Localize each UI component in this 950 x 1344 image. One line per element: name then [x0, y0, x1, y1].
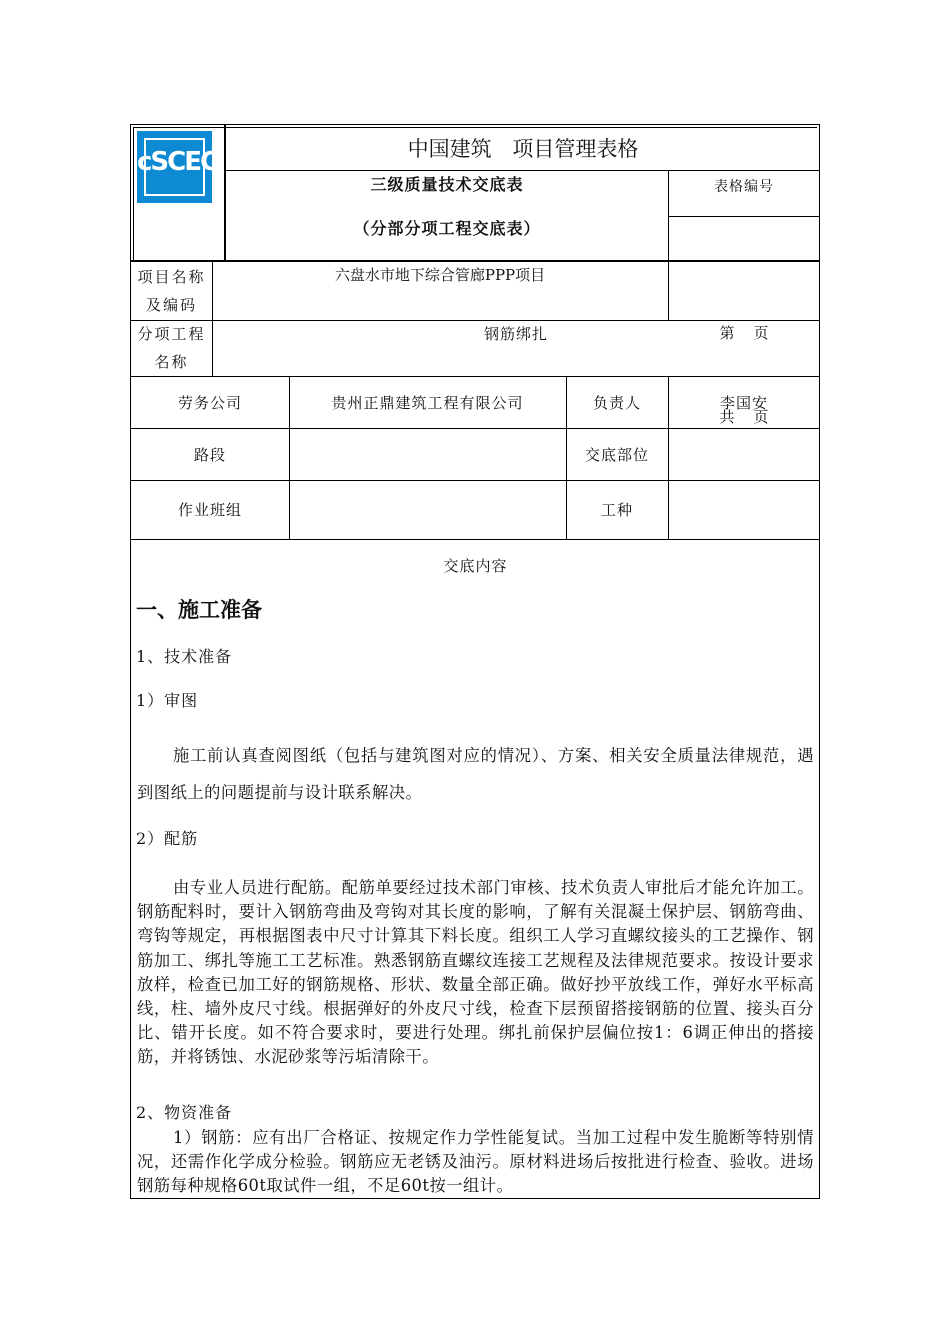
- subitem-label-line-2: 名称: [154, 353, 189, 371]
- section-heading-1: 一、施工准备: [136, 598, 262, 622]
- project-label-line-2: 及编码: [145, 296, 197, 314]
- project-row-bottom: [131, 320, 820, 321]
- page-number-label: 第 页: [719, 324, 769, 342]
- labor-company-value: 贵州正鼎建筑工程有限公司: [331, 393, 524, 412]
- project-label-line-1: 项目名称: [137, 268, 206, 286]
- page-total-label: 共 页: [719, 408, 769, 426]
- header-border-left-inner: [133, 127, 134, 260]
- title-divider: [224, 170, 820, 171]
- form-subtitle: （分部分项工程交底表）: [353, 219, 541, 238]
- form-number-label: 表格编号: [714, 179, 774, 195]
- subitem-name-value: 钢筋绑扎: [483, 325, 548, 343]
- sub-heading-2: 2）配筋: [136, 829, 199, 848]
- paragraph-1: 施工前认真查阅图纸（包括与建筑图对应的情况）、方案、相关安全质量法律规范，遇到图纸上的问题提前与设计联系解决。: [137, 746, 814, 802]
- project-name-value: 六盘水市地下综合管廊PPP项目: [334, 266, 546, 284]
- form-number-inner-divider: [668, 216, 820, 217]
- header-bottom-line: [131, 260, 820, 262]
- trade-value: [668, 480, 820, 539]
- paragraph-3: 1）钢筋：应有出厂合格证、按规定作力学性能复试。当加工过程中发生脆断等特别情况，还需作化学成分检验。钢筋应无老锈及油污。原材料进场后按批进行检查、验收。进场钢筋每种规格60t取试件一组，不足60t按一组计。: [137, 1128, 814, 1196]
- form-title: 三级质量技术交底表: [370, 175, 524, 194]
- team-label: 作业班组: [177, 501, 242, 519]
- position-value: [668, 428, 820, 480]
- content-label: 交底内容: [443, 556, 508, 575]
- labor-company-label: 劳务公司: [177, 393, 242, 412]
- item-heading-1: 1、技术准备: [136, 647, 233, 666]
- logo-text: cSCEC: [137, 147, 218, 177]
- subitem-label-line-1: 分项工程: [137, 325, 206, 343]
- form-number-value: [668, 218, 820, 258]
- company-title: 中国建筑 项目管理表格: [407, 136, 639, 161]
- grid-row-3-bottom: [131, 539, 820, 540]
- road-value: [289, 428, 566, 480]
- trade-label: 工种: [600, 501, 633, 519]
- sub-heading-1: 1）审图: [136, 691, 199, 710]
- manager-value: 李国安: [719, 393, 768, 412]
- paragraph-2: 由专业人员进行配筋。配筋单要经过技术部门审核、技术负责人审批后才能允许加工。钢筋配料时，要计入钢筋弯曲及弯钩对其长度的影响，了解有关混凝土保护层、钢筋弯曲、弯钩等规定，再根据图表中尺寸计算其下料长度。组织工人学习直螺纹接头的工艺操作、钢筋加工、绑扎等施工工艺标准。熟悉钢筋直螺纹连接工艺规程及法律规范要求。按设计要求放样，检查已加工好的钢筋规格、形状、数量全部正确。做好抄平放线工作，弹好水平标高线，柱、墙外皮尺寸线。根据弹好的外皮尺寸线，检查下层预留搭接钢筋的位置、接头百分比、错开长度。如不符合要求时，要进行处理。绑扎前保护层偏位按1：6调正伸出的搭接筋，并将锈蚀、水泥砂浆等污垢清除干。: [137, 878, 814, 1067]
- project-name-label: [131, 263, 212, 319]
- cscec-logo: [137, 131, 218, 203]
- position-label: 交底部位: [584, 445, 649, 464]
- item-heading-2: 2、物资准备: [136, 1103, 233, 1122]
- team-value: [289, 480, 566, 539]
- road-label: 路段: [193, 445, 226, 464]
- manager-label: 负责人: [592, 393, 641, 412]
- subitem-name-label: [131, 320, 212, 376]
